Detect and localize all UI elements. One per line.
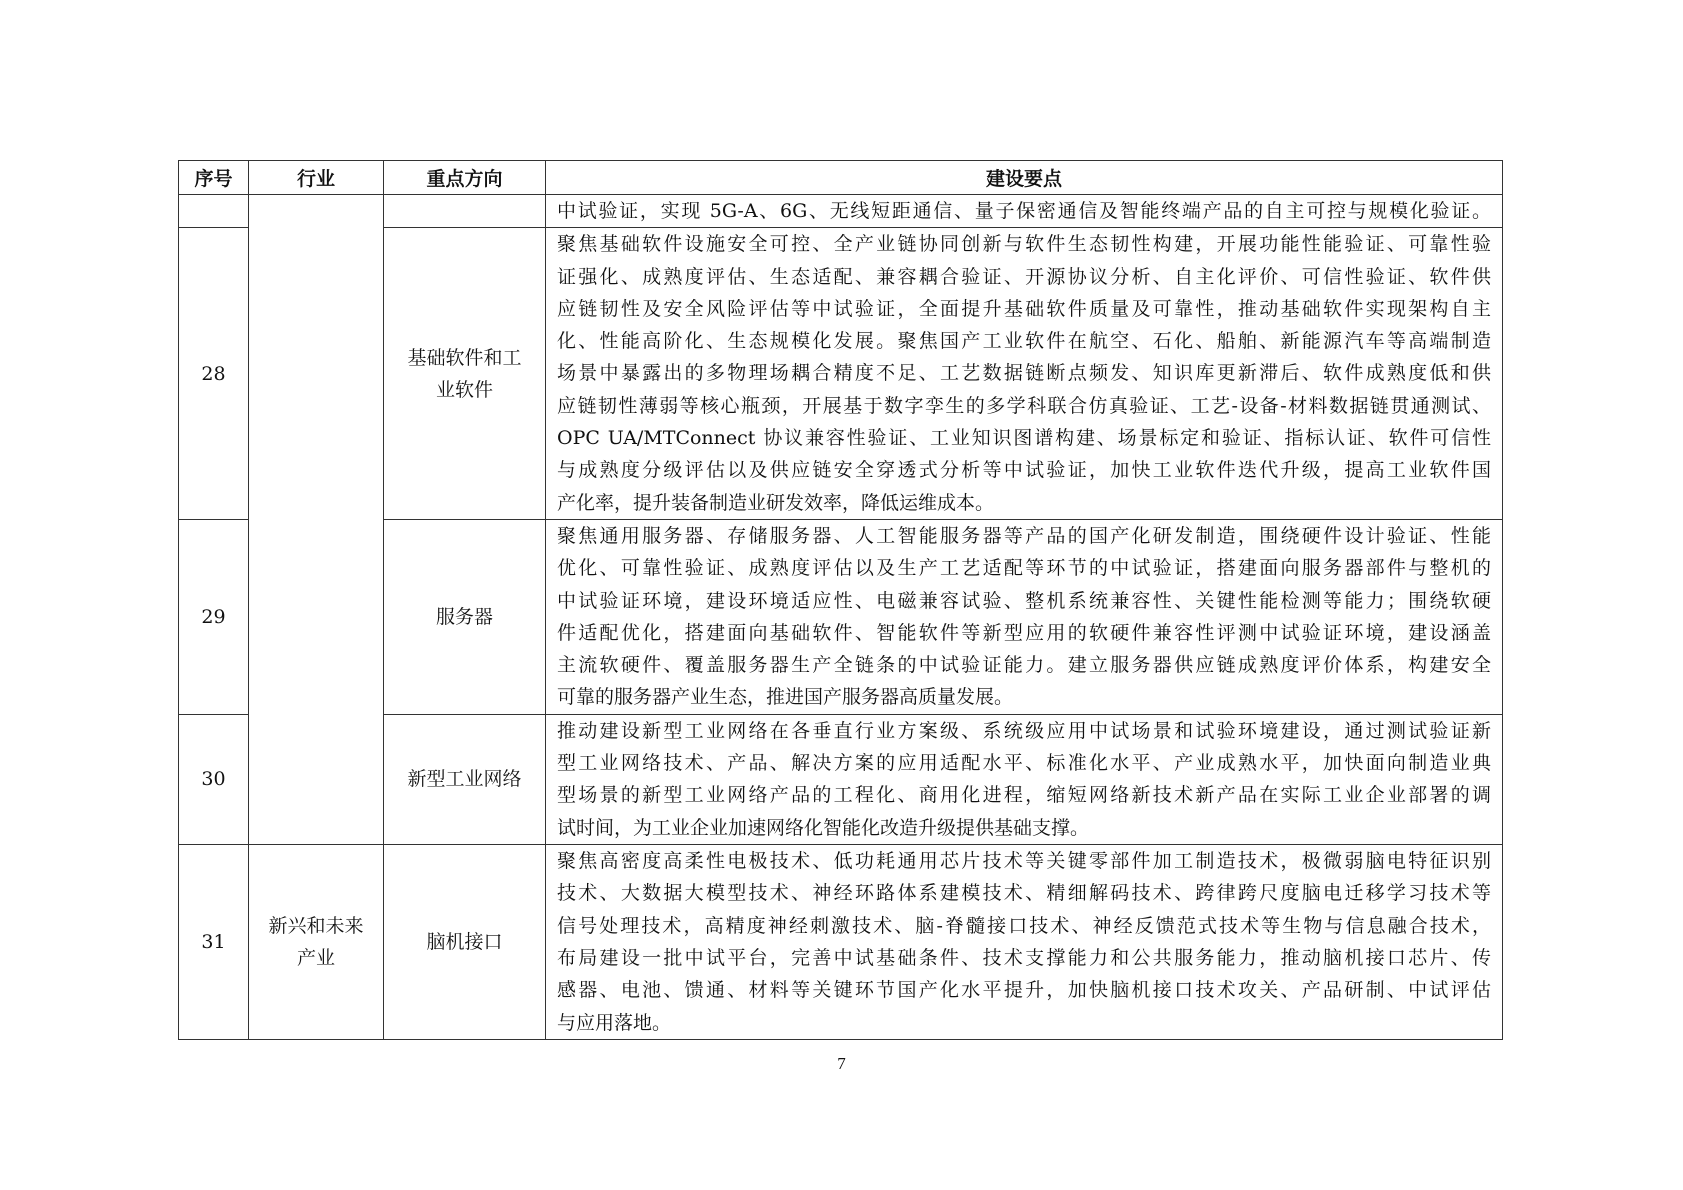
direction-cell [384, 844, 546, 1039]
row-number: 31 [179, 844, 249, 1039]
points-line: 聚焦高密度高柔性电极技术、低功耗通用芯片技术等关键零部件加工制造技术，极微弱脑电特征识别 [557, 850, 1491, 873]
header-no: 序号 [179, 161, 249, 195]
direction-cell [384, 519, 546, 714]
points-line: 应链韧性薄弱等核心瓶颈，开展基于数字孪生的多学科联合仿真验证、工艺-设备-材料数据链贯通测试、 [557, 394, 1491, 417]
points-cell [546, 195, 1503, 228]
points-line: 聚焦基础软件设施安全可控、全产业链协同创新与软件生态韧性构建，开展功能性能验证、可靠性验 [557, 233, 1491, 256]
points-line: 件适配优化，搭建面向基础软件、智能软件等新型应用的软硬件兼容性评测中试验证环境，建设涵盖 [557, 621, 1491, 644]
industry-text: 产业 [296, 946, 335, 969]
points-cell [546, 519, 1503, 714]
points-line: 技术、大数据大模型技术、神经环路体系建模技术、精细解码技术、跨律跨尺度脑电迁移学习技术等 [557, 882, 1491, 905]
construction-points-table [178, 160, 1503, 1040]
row-number [179, 195, 249, 228]
header-direction: 重点方向 [384, 161, 546, 195]
industry-cell [249, 195, 384, 845]
points-cell [546, 228, 1503, 520]
table-header-row [179, 161, 1503, 195]
page-number: 7 [837, 1054, 846, 1073]
points-line: 信号处理技术，高精度神经刺激技术、脑-脊髓接口技术、神经反馈范式技术等生物与信息融合技术， [557, 914, 1491, 937]
row-number: 30 [179, 714, 249, 844]
direction-text: 新型工业网络 [407, 768, 522, 791]
points-line: 化、性能高阶化、生态规模化发展。聚焦国产工业软件在航空、石化、船舶、新能源汽车等高端制造 [557, 330, 1491, 353]
points-line: 中试验证环境，建设环境适应性、电磁兼容试验、整机系统兼容性、关键性能检测等能力；围绕软硬 [557, 589, 1491, 612]
points-line: 感器、电池、馈通、材料等关键环节国产化水平提升，加快脑机接口技术攻关、产品研制、中试评估 [557, 979, 1491, 1002]
points-cell [546, 714, 1503, 844]
direction-text: 业软件 [435, 378, 493, 401]
points-line: OPC UA/MTConnect 协议兼容性验证、工业知识图谱构建、场景标定和验证、指标认证、软件可信性 [557, 427, 1491, 450]
header-industry: 行业 [249, 161, 384, 195]
points-line: 型工业网络技术、产品、解决方案的应用适配水平、标准化水平、产业成熟水平，加快面向制造业典 [557, 752, 1491, 775]
direction-text: 服务器 [435, 605, 493, 628]
table-row [179, 844, 1503, 1039]
points-line: 证强化、成熟度评估、生态适配、兼容耦合验证、开源协议分析、自主化评价、可信性验证、软件供 [557, 265, 1491, 288]
points-line: 优化、可靠性验证、成熟度评估以及生产工艺适配等环节的中试验证，搭建面向服务器部件与整机的 [557, 557, 1491, 580]
points-line: 聚焦通用服务器、存储服务器、人工智能服务器等产品的国产化研发制造，围绕硬件设计验证、性能 [557, 524, 1491, 547]
industry-cell [249, 844, 384, 1039]
points-line: 场景中暴露出的多物理场耦合精度不足、工艺数据链断点频发、知识库更新滞后、软件成熟度低和供 [557, 362, 1491, 385]
row-number: 29 [179, 519, 249, 714]
points-line: 与应用落地。 [557, 1011, 672, 1034]
points-line: 与成熟度分级评估以及供应链安全穿透式分析等中试验证，加快工业软件迭代升级，提高工业软件国 [557, 459, 1491, 482]
points-line: 应链韧性及安全风险评估等中试验证，全面提升基础软件质量及可靠性，推动基础软件实现架构自主 [557, 297, 1491, 320]
points-cell [546, 844, 1503, 1039]
direction-cell [384, 228, 546, 520]
points-line: 可靠的服务器产业生态，推进国产服务器高质量发展。 [557, 686, 1014, 709]
header-points: 建设要点 [546, 161, 1503, 195]
direction-text: 脑机接口 [426, 930, 503, 953]
points-line: 中试验证，实现 5G-A、6G、无线短距通信、量子保密通信及智能终端产品的自主可控与规模化验证。 [557, 200, 1491, 222]
table-row [179, 195, 1503, 228]
points-line: 布局建设一批中试平台，完善中试基础条件、技术支撑能力和公共服务能力，推动脑机接口芯片、传 [557, 946, 1491, 969]
points-line: 产化率，提升装备制造业研发效率，降低运维成本。 [557, 491, 995, 514]
direction-cell [384, 195, 546, 228]
points-line: 试时间，为工业企业加速网络化智能化改造升级提供基础支撑。 [557, 816, 1090, 839]
points-line: 主流软硬件、覆盖服务器生产全链条的中试验证能力。建立服务器供应链成熟度评价体系，构建安全 [557, 654, 1491, 677]
points-line: 推动建设新型工业网络在各垂直行业方案级、系统级应用中试场景和试验环境建设，通过测试验证新 [557, 719, 1491, 742]
row-number: 28 [179, 228, 249, 520]
industry-text: 新兴和未来 [268, 914, 364, 937]
direction-text: 基础软件和工 [407, 346, 522, 369]
direction-cell [384, 714, 546, 844]
points-line: 型场景的新型工业网络产品的工程化、商用化进程，缩短网络新技术新产品在实际工业企业部署的调 [557, 784, 1491, 807]
